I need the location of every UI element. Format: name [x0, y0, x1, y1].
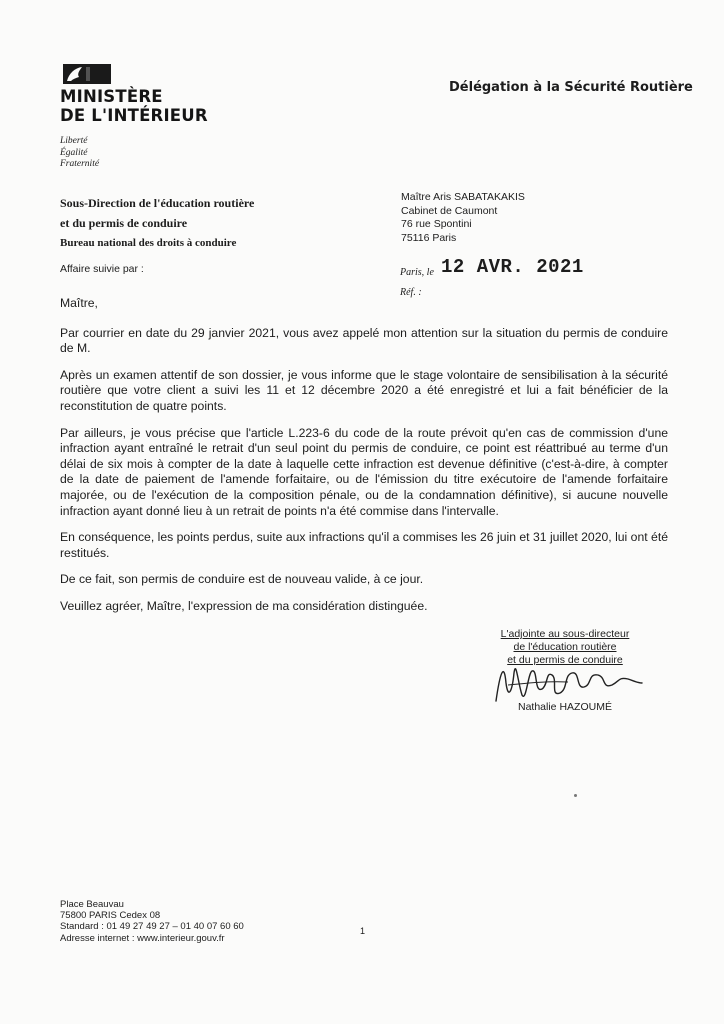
footer-phone: Standard : 01 49 27 49 27 – 01 40 07 60 60 — [60, 921, 244, 933]
recipient-company: Cabinet de Caumont — [401, 204, 498, 217]
signatory-name: Nathalie HAZOUMÉ — [518, 701, 612, 713]
paragraph-2: Après un examen attentif de son dossier, je vous informe que le stage volontaire de sensibilisation à la sécurité routière que votre client a suivi les 11 et 12 décembre 2020 a été enregistré et lui a fait bénéficier de la reconstitution de quatre points. — [60, 367, 668, 413]
sender-direction — [60, 193, 254, 253]
recipient-address — [401, 191, 525, 245]
paragraph-6: Veuillez agréer, Maître, l'expression de ma considération distinguée. — [60, 598, 428, 613]
ministry-name — [60, 87, 208, 125]
footer-line1: Place Beauvau — [60, 899, 124, 910]
delegation-title: Délégation à la Sécurité Routière — [449, 80, 693, 95]
page-number: 1 — [360, 926, 366, 936]
scan-speck — [574, 794, 577, 797]
place-label: Paris, le — [400, 267, 434, 278]
paragraph-3: Par ailleurs, je vous précise que l'article L.223-6 du code de la route prévoit qu'en cas de commission d'une infraction ayant entraîné le retrait d'un seul point du permis de conduire, ce point est réattribué au terme d'un délai de six mois à compter de la date à laquelle cette infraction est devenue définitive (c'est-à-dire, à compter de la date de paiement de l'amende forfaitaire, ou de l'émission du titre exécutoire de l'amende forfaitaire majorée, ou de l'exécution de la composition pénale, ou de la condamnation définitive), si aucune nouvelle infraction ayant donné lieu à un retrait de points n'a été commise dans l'intervalle. — [60, 425, 668, 518]
signature-title-line3: et du permis de conduire — [507, 654, 623, 666]
paragraph-5: De ce fait, son permis de conduire est de nouveau valide, à ce jour. — [60, 572, 424, 587]
signature-title-line2: de l'éducation routière — [513, 641, 617, 653]
affaire-suivie: Affaire suivie par : — [60, 263, 144, 275]
paragraph-4: En conséquence, les points perdus, suite aux infractions qu'il a commises les 26 juin et 31 juillet 2020, lui ont été restitués. — [60, 530, 668, 560]
salutation: Maître, — [60, 296, 98, 310]
motto-liberte: Liberté — [60, 136, 88, 146]
direction-line1: Sous-Direction de l'éducation routière — [60, 196, 255, 210]
ministry-line1: MINISTÈRE — [60, 87, 163, 106]
handwritten-signature — [488, 653, 648, 708]
footer-address — [60, 899, 244, 944]
marianne-logo — [63, 64, 111, 84]
recipient-street: 76 rue Spontini — [401, 218, 472, 230]
signature-title-line1: L'adjointe au sous-directeur — [500, 628, 630, 640]
paragraph-1: Par courrier en date du 29 janvier 2021, vous avez appelé mon attention sur la situation du permis de conduire de M. — [60, 325, 668, 356]
date-stamp: 12 AVR. 2021 — [441, 256, 584, 278]
direction-line2: et du permis de conduire — [60, 216, 188, 230]
letter-body — [60, 296, 668, 626]
reference-label: Réf. : — [400, 287, 422, 298]
footer-line2: 75800 PARIS Cedex 08 — [60, 910, 161, 922]
footer-website: Adresse internet : www.interieur.gouv.fr — [60, 932, 225, 944]
recipient-name: Maître Aris SABATAKAKIS — [401, 191, 525, 203]
recipient-city: 75116 Paris — [401, 231, 457, 244]
motto-egalite: Égalité — [60, 147, 88, 158]
republic-motto — [60, 136, 99, 171]
bureau-name: Bureau national des droits à conduire — [60, 237, 237, 249]
ministry-line2: DE L'INTÉRIEUR — [60, 106, 208, 125]
motto-fraternite: Fraternité — [60, 159, 100, 169]
date-block — [400, 256, 584, 280]
